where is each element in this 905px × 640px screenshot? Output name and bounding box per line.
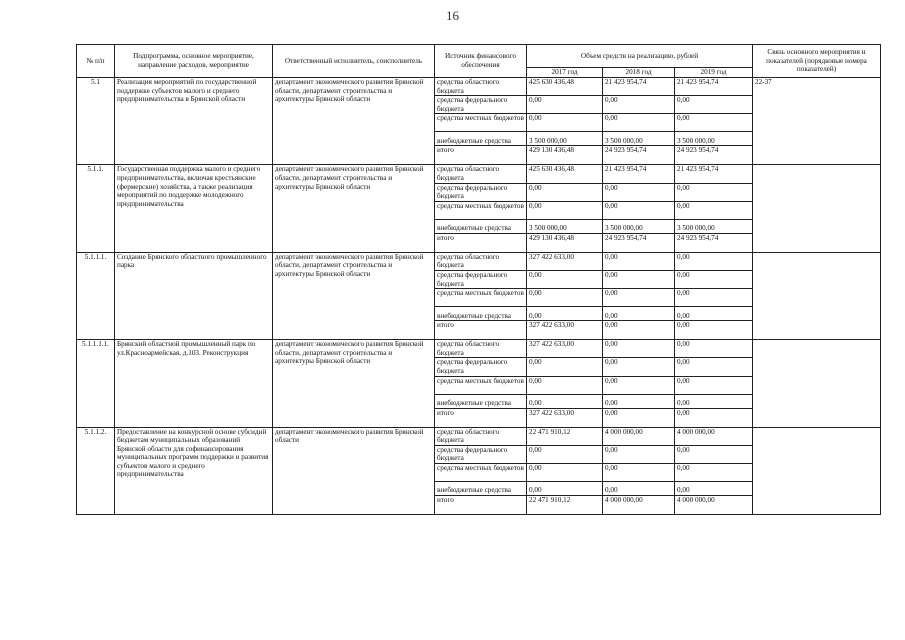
funding-source: средства местных бюджетов <box>435 201 527 219</box>
amount-value: 0,00 <box>675 307 753 321</box>
funding-source: средства федерального бюджета <box>435 183 527 201</box>
row-name: Создание Брянского областного промышленного парка <box>115 252 273 339</box>
total-value: 327 422 633,00 <box>527 321 603 340</box>
table-row <box>77 78 881 96</box>
amount-value: 0,00 <box>675 394 753 408</box>
total-value: 24 923 954,74 <box>603 146 675 165</box>
funding-source: внебюджетные средства <box>435 481 527 495</box>
funding-source: средства областного бюджета <box>435 340 527 358</box>
amount-value: 0,00 <box>675 340 753 358</box>
row-name: Брянский областной промышленный парк по ул.Красноармейская, д.103. Реконструкция <box>115 340 273 427</box>
amount-value: 0,00 <box>675 445 753 463</box>
amount-value: 0,00 <box>603 481 675 495</box>
amount-value: 0,00 <box>603 358 675 376</box>
total-value: 0,00 <box>603 408 675 427</box>
amount-value: 0,00 <box>527 183 603 201</box>
amount-value: 0,00 <box>675 481 753 495</box>
total-value: 22 471 910,12 <box>527 495 603 514</box>
amount-value: 0,00 <box>527 376 603 394</box>
amount-value: 0,00 <box>527 481 603 495</box>
funding-source: внебюджетные средства <box>435 307 527 321</box>
page-number: 16 <box>446 8 459 23</box>
amount-value: 0,00 <box>603 376 675 394</box>
total-label: итого <box>435 233 527 252</box>
amount-value: 0,00 <box>527 463 603 481</box>
table-row <box>77 165 881 183</box>
amount-value: 0,00 <box>603 114 675 132</box>
funding-source: средства областного бюджета <box>435 252 527 270</box>
total-value: 0,00 <box>603 321 675 340</box>
amount-value: 0,00 <box>603 252 675 270</box>
amount-value: 22 471 910,12 <box>527 427 603 445</box>
total-label: итого <box>435 408 527 427</box>
total-value: 24 923 954,74 <box>603 233 675 252</box>
amount-value: 0,00 <box>675 252 753 270</box>
header-year: 2018 год <box>603 68 675 78</box>
row-name: Государственная поддержка малого и среднего предпринимательства, включая крестьянские (фермерские) хозяйства, а также реализация мероприятий по поддержке молодежного предпринимательства <box>115 165 273 252</box>
header-executor: Ответственный исполнитель, соисполнитель <box>273 45 435 78</box>
funding-source: внебюджетные средства <box>435 132 527 146</box>
table-row <box>77 340 881 358</box>
amount-value: 327 422 633,00 <box>527 340 603 358</box>
total-label: итого <box>435 146 527 165</box>
header-program: Подпрограмма, основное мероприятие, направление расходов, мероприятие <box>115 45 273 78</box>
table-row <box>77 252 881 270</box>
funding-source: средства федерального бюджета <box>435 270 527 288</box>
funding-source: внебюджетные средства <box>435 394 527 408</box>
total-value: 0,00 <box>675 408 753 427</box>
row-executor: департамент экономического развития Брянской области, департамент строительства и архитектуры Брянской области <box>273 340 435 427</box>
funding-source: внебюджетные средства <box>435 219 527 233</box>
amount-value: 0,00 <box>675 201 753 219</box>
funding-source: средства областного бюджета <box>435 78 527 96</box>
amount-value: 3 500 000,00 <box>675 132 753 146</box>
amount-value: 425 630 436,48 <box>527 78 603 96</box>
row-indicator-link <box>753 252 881 339</box>
amount-value: 0,00 <box>527 289 603 307</box>
row-name: Предоставление на конкурсной основе субсидий бюджетам муниципальных образований Брянской области для софинансирования муниципальных программ поддержки и развития субъектов малого и среднего предпринимательства <box>115 427 273 514</box>
financing-table <box>76 44 881 515</box>
amount-value: 3 500 000,00 <box>603 219 675 233</box>
total-value: 327 422 633,00 <box>527 408 603 427</box>
row-number: 5.1 <box>77 78 115 165</box>
amount-value: 0,00 <box>603 201 675 219</box>
amount-value: 0,00 <box>675 376 753 394</box>
funding-source: средства местных бюджетов <box>435 114 527 132</box>
amount-value: 327 422 633,00 <box>527 252 603 270</box>
amount-value: 0,00 <box>527 394 603 408</box>
amount-value: 0,00 <box>527 358 603 376</box>
row-number: 5.1.1.1.1. <box>77 340 115 427</box>
amount-value: 0,00 <box>603 445 675 463</box>
row-indicator-link: 22-37 <box>753 78 881 165</box>
row-number: 5.1.1.1. <box>77 252 115 339</box>
header-year: 2019 год <box>675 68 753 78</box>
amount-value: 0,00 <box>527 201 603 219</box>
total-value: 429 130 436,48 <box>527 233 603 252</box>
amount-value: 0,00 <box>603 340 675 358</box>
funding-source: средства областного бюджета <box>435 427 527 445</box>
row-executor: департамент экономического развития Брянской области <box>273 427 435 514</box>
amount-value: 0,00 <box>675 96 753 114</box>
amount-value: 4 000 000,00 <box>603 427 675 445</box>
amount-value: 3 500 000,00 <box>675 219 753 233</box>
total-value: 4 000 000,00 <box>675 495 753 514</box>
row-executor: департамент экономического развития Брянской области, департамент строительства и архитектуры Брянской области <box>273 78 435 165</box>
total-value: 429 130 436,48 <box>527 146 603 165</box>
total-value: 0,00 <box>675 321 753 340</box>
funding-source: средства областного бюджета <box>435 165 527 183</box>
funding-source: средства местных бюджетов <box>435 289 527 307</box>
total-value: 4 000 000,00 <box>603 495 675 514</box>
row-indicator-link <box>753 165 881 252</box>
row-number: 5.1.1.2. <box>77 427 115 514</box>
amount-value: 0,00 <box>675 463 753 481</box>
amount-value: 0,00 <box>603 463 675 481</box>
amount-value: 21 423 954,74 <box>675 78 753 96</box>
amount-value: 0,00 <box>603 183 675 201</box>
amount-value: 21 423 954,74 <box>603 165 675 183</box>
amount-value: 0,00 <box>675 289 753 307</box>
amount-value: 21 423 954,74 <box>675 165 753 183</box>
amount-value: 0,00 <box>527 445 603 463</box>
total-label: итого <box>435 321 527 340</box>
amount-value: 0,00 <box>675 114 753 132</box>
row-indicator-link <box>753 427 881 514</box>
funding-source: средства федерального бюджета <box>435 358 527 376</box>
amount-value: 0,00 <box>603 270 675 288</box>
header-row <box>77 45 881 68</box>
amount-value: 0,00 <box>527 270 603 288</box>
header-volume: Объем средств на реализацию, рублей <box>527 45 753 68</box>
amount-value: 0,00 <box>675 270 753 288</box>
amount-value: 0,00 <box>603 307 675 321</box>
funding-source: средства федерального бюджета <box>435 445 527 463</box>
row-executor: департамент экономического развития Брянской области, департамент строительства и архитектуры Брянской области <box>273 252 435 339</box>
amount-value: 0,00 <box>675 358 753 376</box>
amount-value: 3 500 000,00 <box>527 132 603 146</box>
amount-value: 0,00 <box>527 307 603 321</box>
total-value: 24 923 954,74 <box>675 146 753 165</box>
amount-value: 3 500 000,00 <box>603 132 675 146</box>
amount-value: 3 500 000,00 <box>527 219 603 233</box>
header-num: № п/п <box>77 45 115 78</box>
row-number: 5.1.1. <box>77 165 115 252</box>
amount-value: 21 423 954,74 <box>603 78 675 96</box>
header-year: 2017 год <box>527 68 603 78</box>
row-name: Реализация мероприятий по государственной поддержке субъектов малого и среднего предпринимательства в Брянской области <box>115 78 273 165</box>
amount-value: 0,00 <box>603 289 675 307</box>
funding-source: средства местных бюджетов <box>435 376 527 394</box>
amount-value: 0,00 <box>603 394 675 408</box>
amount-value: 0,00 <box>675 183 753 201</box>
table-row <box>77 427 881 445</box>
amount-value: 425 630 436,48 <box>527 165 603 183</box>
amount-value: 4 000 000,00 <box>675 427 753 445</box>
total-label: итого <box>435 495 527 514</box>
header-source: Источник финансового обеспечения <box>435 45 527 78</box>
row-indicator-link <box>753 340 881 427</box>
funding-source: средства местных бюджетов <box>435 463 527 481</box>
total-value: 24 923 954,74 <box>675 233 753 252</box>
amount-value: 0,00 <box>527 114 603 132</box>
amount-value: 0,00 <box>603 96 675 114</box>
funding-source: средства федерального бюджета <box>435 96 527 114</box>
amount-value: 0,00 <box>527 96 603 114</box>
row-executor: департамент экономического развития Брянской области, департамент строительства и архитектуры Брянской области <box>273 165 435 252</box>
header-link: Связь основного мероприятия и показателей (порядковые номера показателей) <box>753 45 881 78</box>
